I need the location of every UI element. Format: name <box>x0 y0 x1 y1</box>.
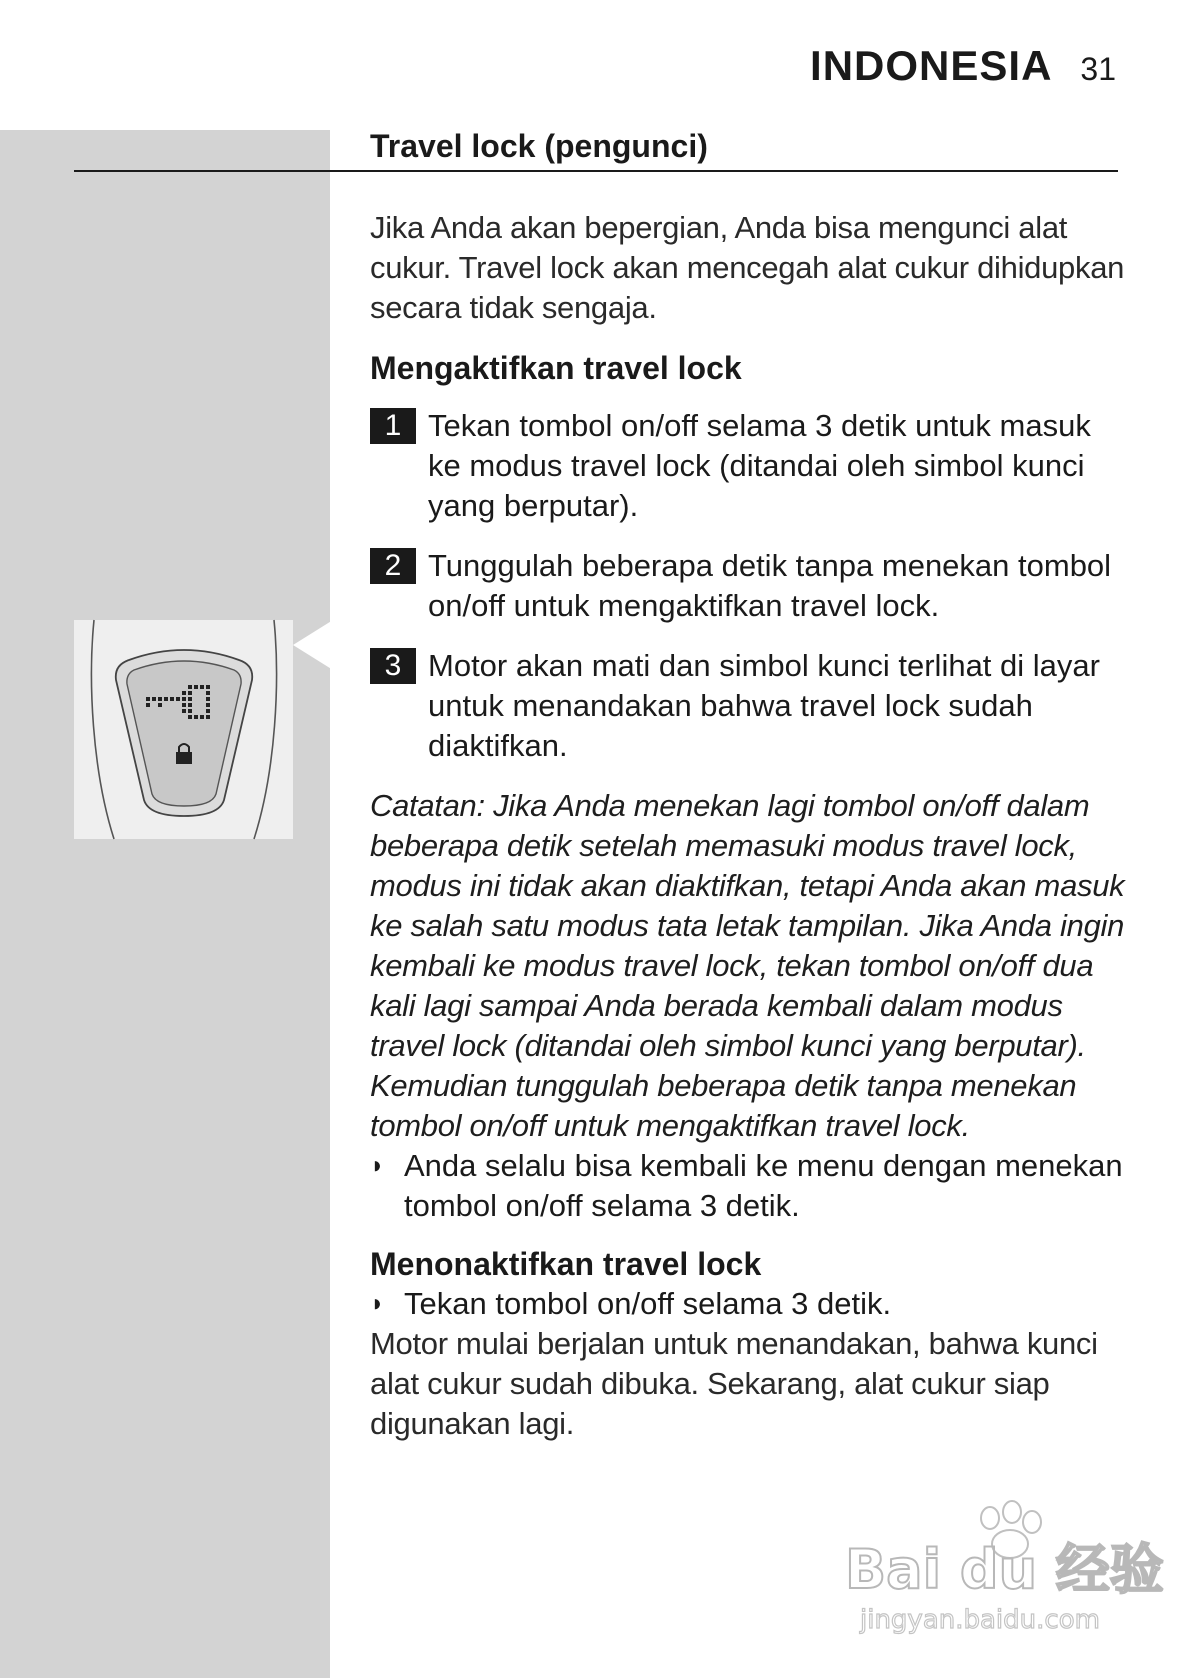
bullet-icon: ◗ <box>370 1152 385 1179</box>
step-item <box>370 546 1130 626</box>
shaver-display-drawing <box>74 620 293 839</box>
note-paragraph: Catatan: Jika Anda menekan lagi tombol on/off dalam beberapa detik setelah memasuki modus travel lock, modus ini tidak akan diaktifkan, tetapi Anda akan masuk ke salah satu modus tata letak tampilan. Jika Anda ingin kembali ke modus travel lock, tekan tombol on/off dua kali lagi sampai Anda berada kembali dalam modus travel lock (ditandai oleh simbol kunci yang berputar). Kemudian tunggulah beberapa detik tanpa menekan tombol on/off untuk mengaktifkan travel lock. <box>370 788 1125 1143</box>
step-item <box>370 406 1130 526</box>
step-number: 2 <box>370 548 416 584</box>
callout-pointer <box>293 620 333 670</box>
step-text: Tekan tombol on/off selama 3 detik untuk masuk ke modus travel lock (ditandai oleh simbol kunci yang berputar). <box>428 408 1091 523</box>
step-text: Tunggulah beberapa detik tanpa menekan tombol on/off untuk mengaktifkan travel lock. <box>428 548 1112 623</box>
deactivate-heading: Menonaktifkan travel lock <box>370 1246 762 1282</box>
bullet-text: Anda selalu bisa kembali ke menu dengan menekan tombol on/off selama 3 detik. <box>404 1148 1123 1223</box>
step-item <box>370 646 1130 766</box>
main-content <box>370 126 1130 1444</box>
bullet-item <box>370 1146 1130 1226</box>
step-number: 3 <box>370 648 416 684</box>
bullet-icon: ◗ <box>370 1290 385 1317</box>
step-number: 1 <box>370 408 416 444</box>
intro-paragraph: Jika Anda akan bepergian, Anda bisa mengunci alat cukur. Travel lock akan mencegah alat cukur dihidupkan secara tidak sengaja. <box>370 210 1125 325</box>
watermark-brand: Bai du 经验 <box>845 1538 1164 1601</box>
bullet-text: Tekan tombol on/off selama 3 detik. <box>404 1286 892 1321</box>
activate-heading: Mengaktifkan travel lock <box>370 350 742 386</box>
page-header <box>810 42 1116 90</box>
page-number: 31 <box>1080 51 1116 87</box>
watermark-url: jingyan.baidu.com <box>860 1605 1100 1635</box>
side-margin-band <box>0 130 330 1678</box>
deactivate-paragraph: Motor mulai berjalan untuk menandakan, bahwa kunci alat cukur sudah dibuka. Sekarang, alat cukur siap digunakan lagi. <box>370 1326 1098 1441</box>
shaver-display-illustration <box>74 620 293 839</box>
language-title: INDONESIA <box>810 42 1053 89</box>
baidu-watermark <box>840 1500 1164 1640</box>
step-text: Motor akan mati dan simbol kunci terlihat di layar untuk menandakan bahwa travel lock sudah diaktifkan. <box>428 648 1100 763</box>
bullet-item <box>370 1284 1130 1324</box>
section-title: Travel lock (pengunci) <box>370 128 708 164</box>
